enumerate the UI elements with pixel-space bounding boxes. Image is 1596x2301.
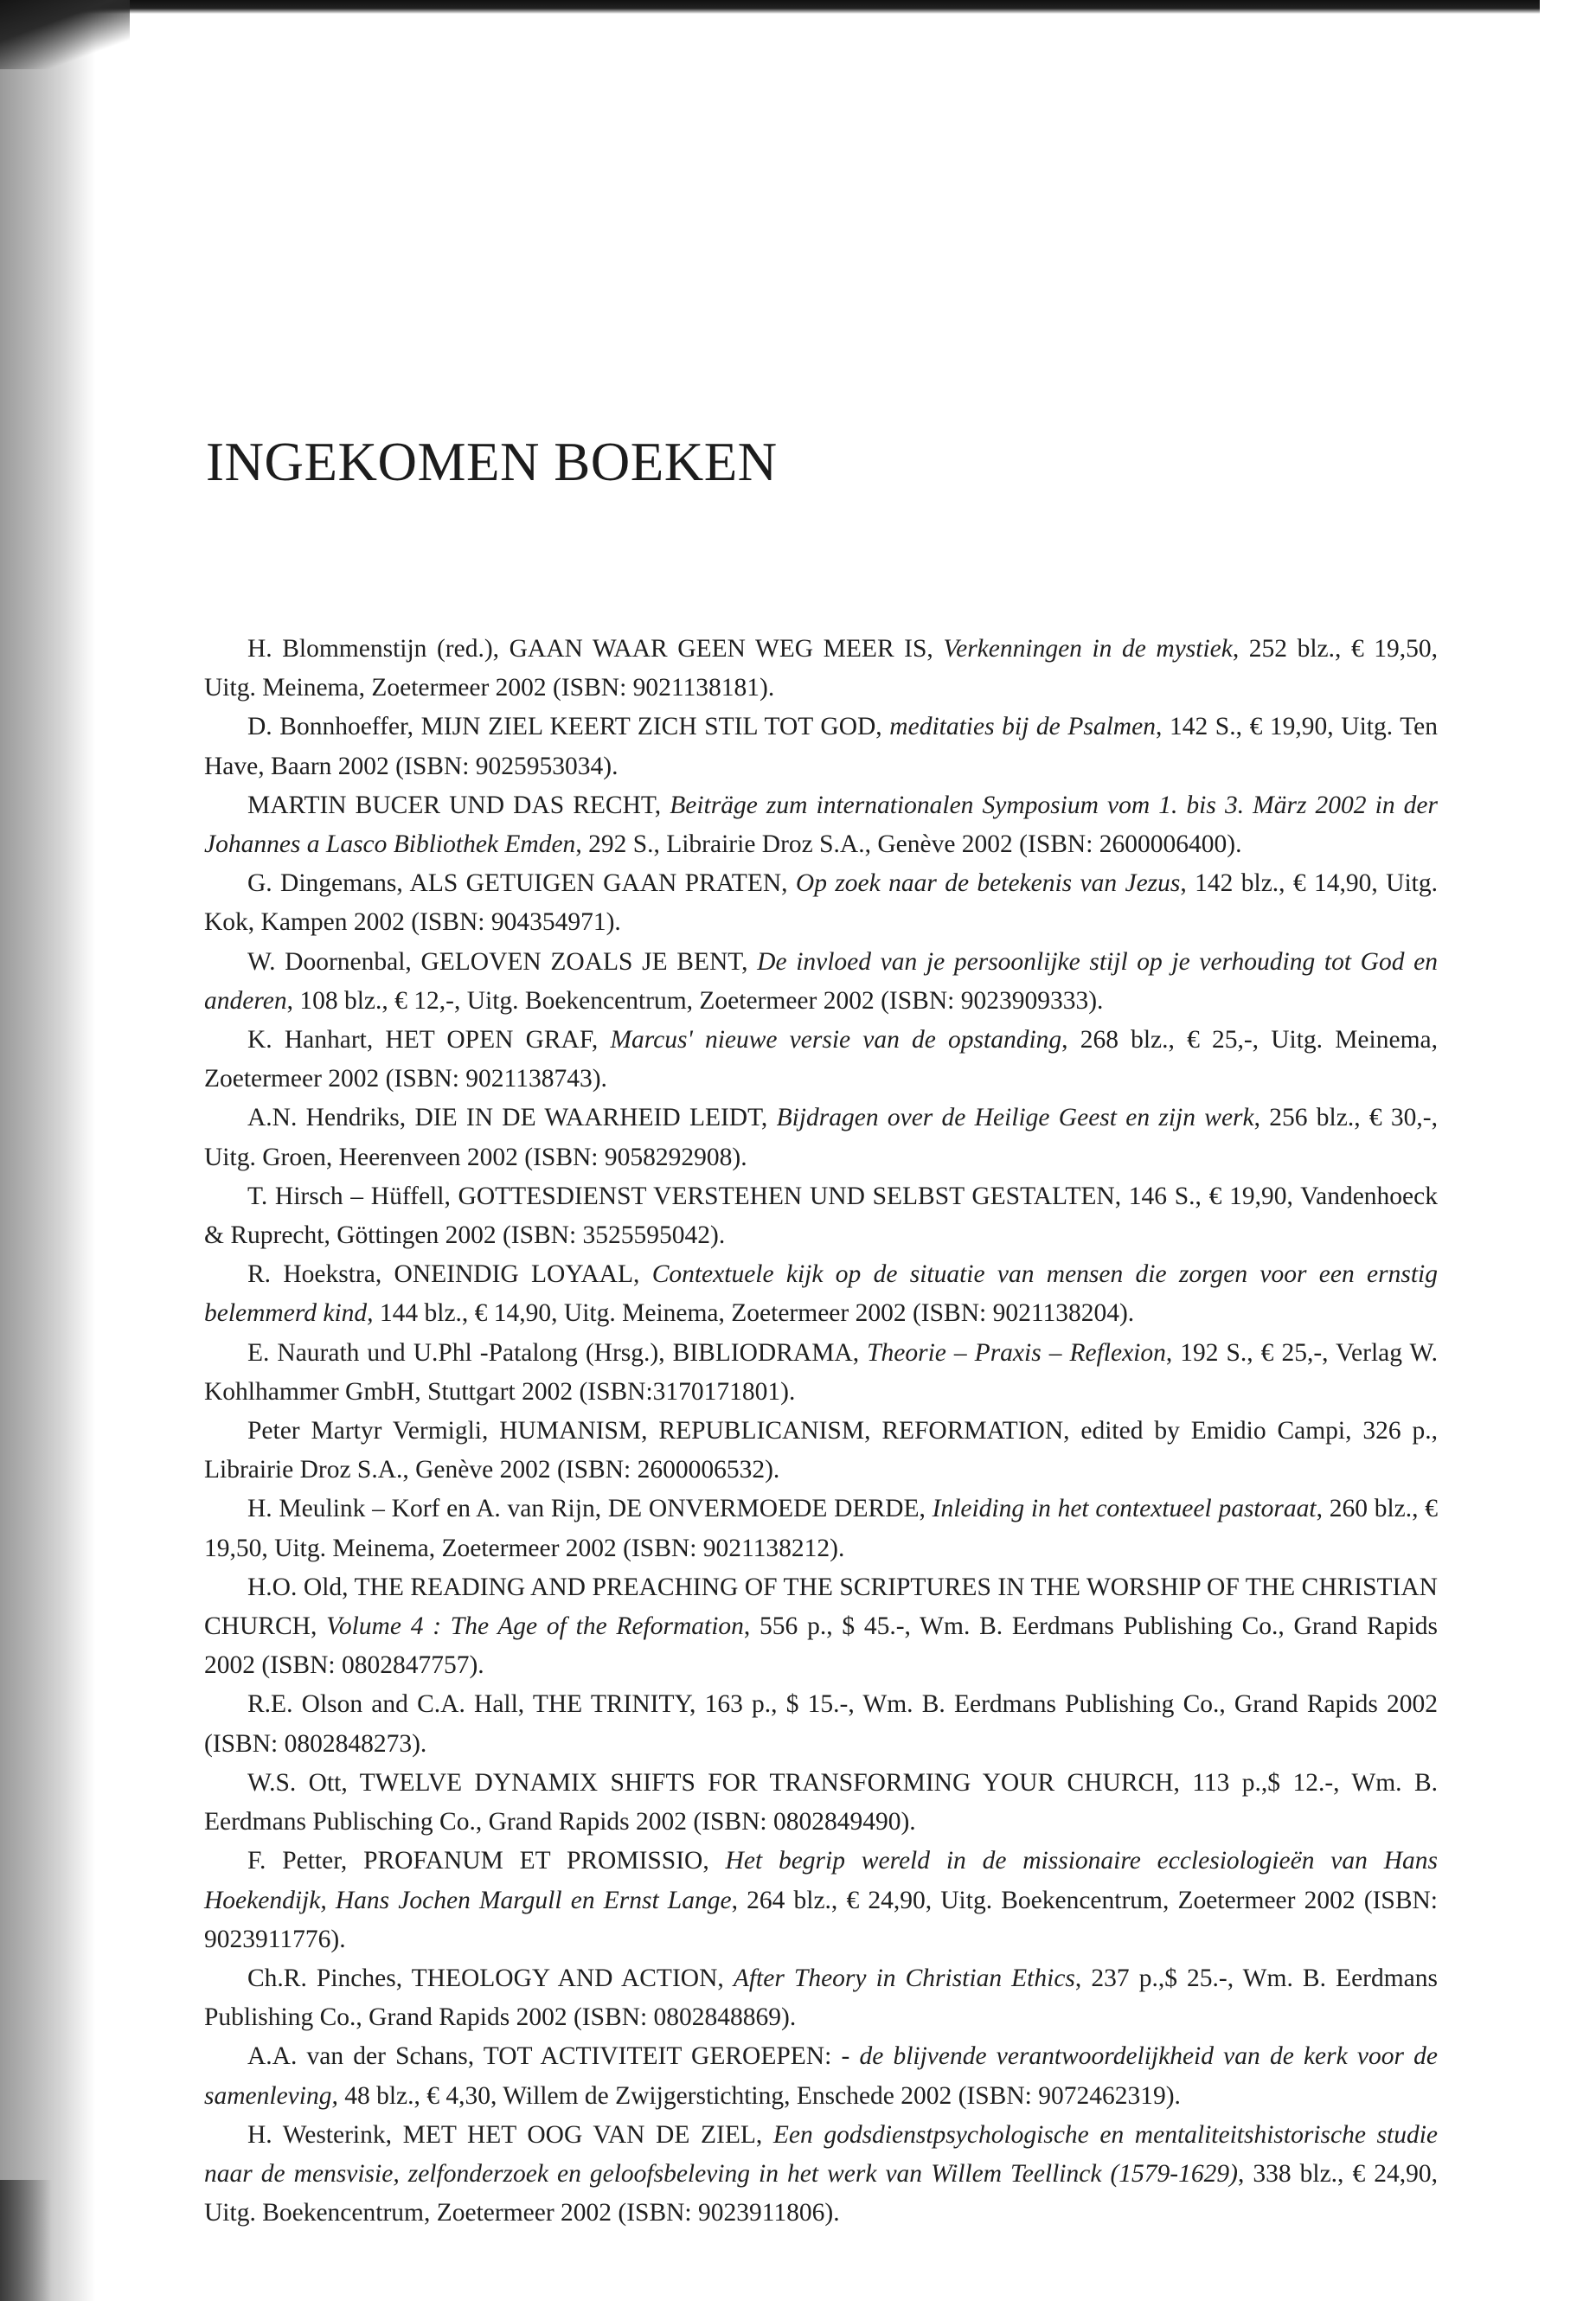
book-entry [204,1490,1438,1567]
book-entry [204,1021,1438,1099]
entry-subtitle: Beiträge zum internationalen Symposium vom 1. bis 3. März 2002 in der Johannes a Lasco Bibliothek Emden [204,791,1438,859]
entry-text: A.N. Hendriks, DIE IN DE WAARHEID LEIDT, [247,1104,777,1132]
book-entry [204,1764,1438,1842]
entry-subtitle: De invloed van je persoonlijke stijl op je verhouding tot God en anderen [204,947,1438,1015]
scan-top-edge [0,0,1540,14]
book-entry [204,1568,1438,1686]
book-entry [204,1842,1438,1959]
entry-subtitle: Verkenningen in de mystiek [943,635,1233,663]
entry-text: R. Hoekstra, ONEINDIG LOYAAL, [247,1260,652,1289]
book-entry [204,864,1438,942]
entry-text: H. Westerink, MET HET OOG VAN DE ZIEL, [247,2120,773,2149]
entry-details: 144 blz., € 14,90, Uitg. Meinema, Zoetermeer 2002 (ISBN: 9021138204). [373,1299,1135,1328]
entry-details: , 260 blz., € 19,50, Uitg. Meinema, Zoetermeer 2002 (ISBN: 9021138212). [204,1495,1438,1562]
entry-text: D. Bonnhoeffer, MIJN ZIEL KEERT ZICH STIL TOT GOD, [247,713,890,741]
entry-subtitle: Contextuele kijk op de situatie van mensen die zorgen voor een ernstig belemmerd kind, [204,1260,1438,1328]
book-list [204,630,1438,2233]
entry-subtitle: After Theory in Christian Ethics [733,1964,1075,1992]
entry-details: , 338 blz., € 24,90, Uitg. Boekencentrum, Zoetermeer 2002 (ISBN: 9023911806). [204,2159,1438,2227]
entry-subtitle: Volume 4 : The Age of the Reformation [326,1612,744,1641]
entry-details: , 256 blz., € 30,-, Uitg. Groen, Heerenveen 2002 (ISBN: 9058292908). [204,1104,1438,1171]
entry-subtitle: Inleiding in het contextueel pastoraat [932,1495,1317,1523]
page-title: INGEKOMEN BOEKEN [206,432,778,492]
scan-top-corner [0,0,130,69]
entry-details: , 264 blz., € 24,90, Uitg. Boekencentrum, Zoetermeer 2002 (ISBN: 9023911776). [204,1886,1438,1953]
entry-text: F. Petter, PROFANUM ET PROMISSIO, [247,1847,726,1875]
entry-text: T. Hirsch – Hüffell, GOTTESDIENST VERSTEHEN UND SELBST GESTALTEN, 146 S., € 19,90, Vandenhoeck & Ruprecht, Göttingen 2002 (ISBN: 3525595042). [204,1182,1438,1250]
entry-text: H. Meulink – Korf en A. van Rijn, DE ONVERMOEDE DERDE, [247,1495,933,1523]
entry-text: Ch.R. Pinches, THEOLOGY AND ACTION, [247,1964,734,1992]
entry-text: W. Doornenbal, GELOVEN ZOALS JE BENT, [247,947,758,976]
book-entry [204,1334,1438,1412]
book-entry [204,630,1438,708]
entry-details: , 268 blz., € 25,-, Uitg. Meinema, Zoetermeer 2002 (ISBN: 9021138743). [204,1026,1438,1093]
entry-text: G. Dingemans, ALS GETUIGEN GAAN PRATEN, [247,869,796,898]
entry-text: MARTIN BUCER UND DAS RECHT, [247,791,670,819]
book-entry [204,2116,1438,2234]
entry-text: Peter Martyr Vermigli, HUMANISM, REPUBLICANISM, REFORMATION, edited by Emidio Campi, 326 p., Librairie Droz S.A., Genève 2002 (ISBN: 2600006532). [204,1417,1438,1484]
entry-text: R.E. Olson and C.A. Hall, THE TRINITY, 163 p., $ 15.-, Wm. B. Eerdmans Publishing Co., Grand Rapids 2002 (ISBN: 0802848273). [204,1690,1438,1758]
entry-text: E. Naurath und U.Phl -Patalong (Hrsg.), BIBLIODRAMA, [247,1338,868,1367]
book-entry [204,943,1438,1021]
entry-subtitle: Bijdragen over de Heilige Geest en zijn werk [776,1104,1254,1132]
book-entry [204,786,1438,864]
scan-gutter-shadow-bottom [0,2180,52,2301]
entry-subtitle: Een godsdienstpsychologische en mentaliteitshistorische studie naar de mensvisie, zelfonderzoek en geloofsbeleving in het werk van Willem Teellinck (1579-1629) [204,2120,1438,2188]
entry-text: H. Blommenstijn (red.), GAAN WAAR GEEN WEG MEER IS, [247,635,944,663]
book-entry [204,1255,1438,1333]
book-entry [204,1099,1438,1176]
entry-details: , 192 S., € 25,-, Verlag W. Kohlhammer GmbH, Stuttgart 2002 (ISBN:3170171801). [204,1338,1438,1406]
entry-details: , 252 blz., € 19,50, Uitg. Meinema, Zoetermeer 2002 (ISBN: 9021138181). [204,635,1439,702]
book-entry [204,1412,1438,1490]
entry-text: W.S. Ott, TWELVE DYNAMIX SHIFTS FOR TRANSFORMING YOUR CHURCH, 113 p.,$ 12.-, Wm. B. Eerdmans Publisching Co., Grand Rapids 2002 (ISBN: 0802849490). [204,1768,1438,1836]
entry-subtitle: meditaties bij de Psalmen [889,713,1156,741]
entry-details: , 292 S., Librairie Droz S.A., Genève 2002 (ISBN: 2600006400). [575,830,1242,859]
book-entry [204,1959,1438,2037]
entry-details: , 142 S., € 19,90, Uitg. Ten Have, Baarn 2002 (ISBN: 9025953034). [204,713,1438,780]
entry-subtitle: Marcus' nieuwe versie van de opstanding [610,1026,1062,1054]
entry-subtitle: Het begrip wereld in de missionaire ecclesiologieën van Hans Hoekendijk, Hans Jochen Margull en Ernst Lange [204,1847,1438,1914]
entry-details: 48 blz., € 4,30, Willem de Zwijgerstichting, Enschede 2002 (ISBN: 9072462319). [337,2081,1181,2110]
entry-subtitle: Op zoek naar de betekenis van Jezus [795,869,1181,898]
scan-gutter-shadow [0,0,95,2301]
entry-details: , 237 p.,$ 25.-, Wm. B. Eerdmans Publishing Co., Grand Rapids 2002 (ISBN: 0802848869). [204,1964,1439,2032]
entry-text: A.A. van der Schans, TOT ACTIVITEIT GEROEPEN: - [247,2042,860,2071]
entry-text: K. Hanhart, HET OPEN GRAF, [247,1026,611,1054]
book-entry [204,1177,1438,1255]
entry-subtitle: Theorie – Praxis – Reflexion [867,1338,1166,1367]
book-entry [204,2037,1438,2115]
book-entry [204,708,1438,785]
entry-details: , 556 p., $ 45.-, Wm. B. Eerdmans Publishing Co., Grand Rapids 2002 (ISBN: 0802847757). [204,1612,1438,1680]
entry-details: , 142 blz., € 14,90, Uitg. Kok, Kampen 2002 (ISBN: 904354971). [204,869,1438,937]
entry-details: , 108 blz., € 12,-, Uitg. Boekencentrum, Zoetermeer 2002 (ISBN: 9023909333). [286,986,1104,1015]
book-entry [204,1685,1438,1763]
entry-subtitle: de blijvende verantwoordelijkheid van de kerk voor de samenleving, [204,2042,1438,2110]
entry-text: H.O. Old, THE READING AND PREACHING OF THE SCRIPTURES IN THE WORSHIP OF THE CHRISTIAN CHURCH, [204,1573,1438,1641]
